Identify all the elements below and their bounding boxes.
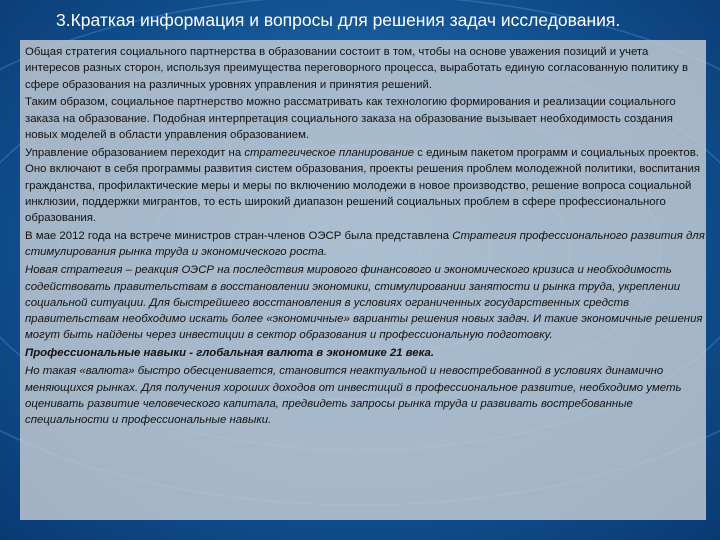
paragraph-text: с единым пакетом программ и социальных проектов. Оно включают в себя программы развития систем образования, проекты решения проблем молодежной политики, воспитания гражданства, профилактические меры и меры по включению молодежи в новое производство, решение вопроса социальной инклюзии, поддержки мигрантов, то есть широкий диапазон решений социальных проблем в сфере профессионального образования. — [25, 146, 701, 225]
paragraph-text: Управление образованием переходит на — [25, 146, 245, 159]
paragraph-text: В мае 2012 года на встрече министров стран-членов ОЭСР была представлена — [25, 230, 453, 243]
slide-title: 3.Краткая информация и вопросы для решения задач исследования. — [56, 10, 621, 30]
emphasis-strategic-planning: стратегическое планирование — [244, 146, 415, 159]
paragraph-key-statement — [25, 345, 705, 361]
paragraph-text: Таким образом, социальное партнерство можно рассматривать как технологию формирования и реализации социального заказа на образование. Подобная интерпретация социального заказа на образование вызывает необходимость создания новых моделей в области управления образованием. — [25, 96, 676, 142]
slide-body — [25, 44, 705, 430]
paragraph-strategy — [25, 44, 705, 93]
paragraph-text: Новая стратегия – реакция ОЭСР на последствия мирового финансового и экономического кризиса и необходимость содействовать правительствам в восстановлении экономики, стимулировании занятости и рынка труда, укреплении социальной ситуации. Для быстрейшего восстановления в условиях ограниченных государственных средств правительствам необходимо искать более «экономичные» варианты решения новых задач. И такие экономичные решения могут быть найдены через инвестиции в сектор образования и профессиональную подготовку. — [25, 264, 703, 342]
paragraph-currency — [25, 363, 705, 428]
paragraph-management — [25, 145, 705, 226]
paragraph-text: Профессиональные навыки - глобальная валюта в экономике 21 века. — [25, 347, 435, 360]
emphasis-strategy-name: Стратегия профессионального развития для стимулирования рынка труда и экономического роста. — [25, 230, 705, 259]
paragraph-new-strategy — [25, 262, 705, 343]
paragraph-text: Но такая «валюта» быстро обесценивается, становится неактуальной и невостребованной в условиях динамично меняющихся рынках. Для получения хороших доходов от инвестиций в профессиональное развитие, необходимо уметь оценивать развитие человеческого капитала, предвидеть запросы рынка труда и развивать востребованные специальности и профессиональные навыки. — [25, 365, 682, 427]
paragraph-text: Общая стратегия социального партнерства в образовании состоит в том, чтобы на основе уважения позиций и учета интересов разных сторон, используя преимущества переговорного процесса, выработать единую согласованную политику в сфере образования на различных уровнях управления и принятия решений. — [25, 46, 689, 91]
paragraph-social-order — [25, 94, 705, 143]
paragraph-oecd-meeting — [25, 228, 705, 261]
